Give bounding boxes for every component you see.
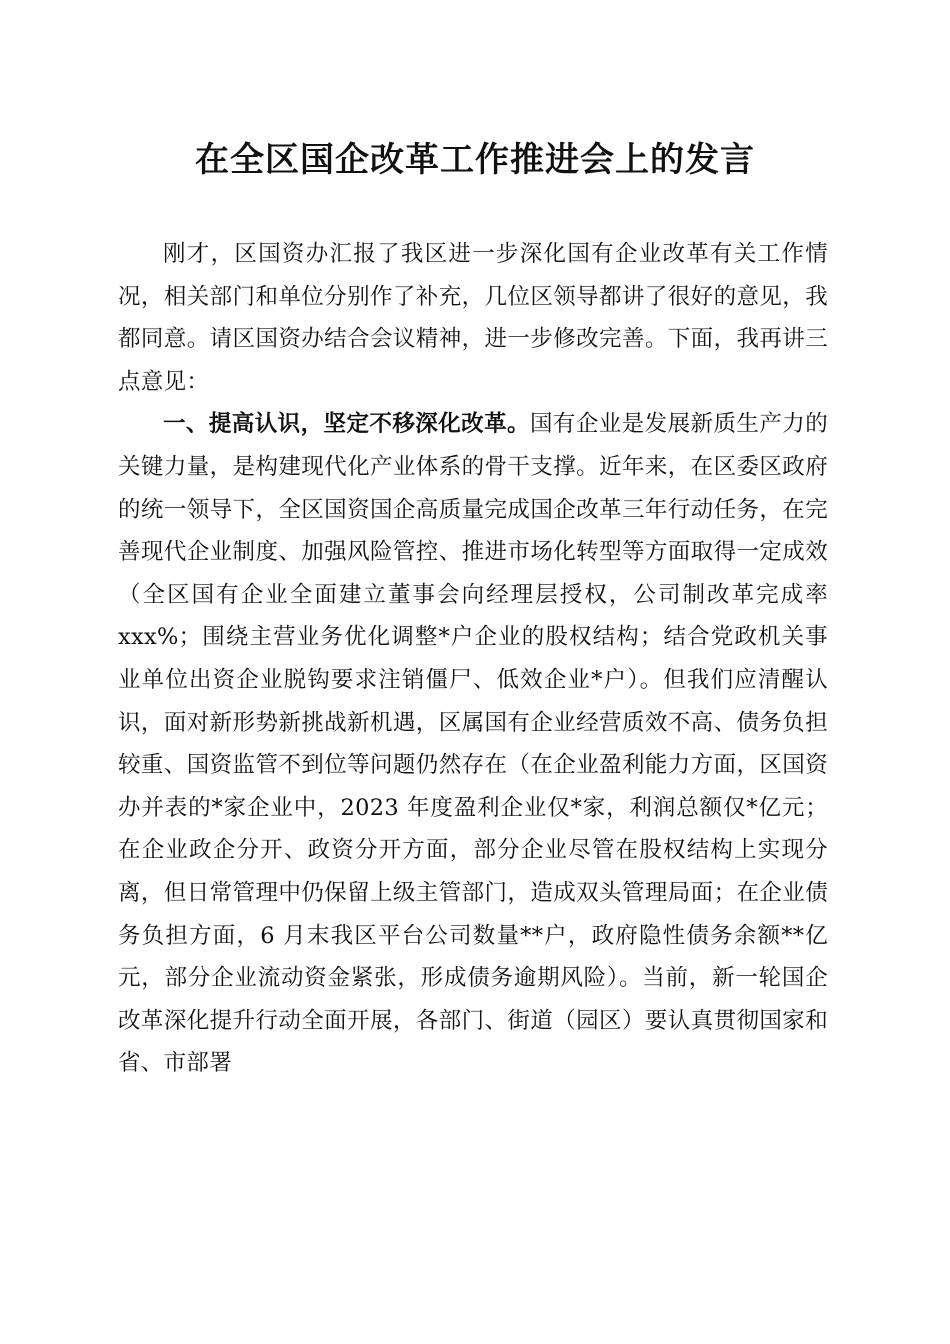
paragraph-section-one xyxy=(118,403,828,1085)
paragraph-intro-text: 刚才，区国资办汇报了我区进一步深化国有企业改革有关工作情况，相关部门和单位分别作了补充，几位区领导都讲了很好的意见，我都同意。请区国资办结合会议精神，进一步修改完善。下面，我再讲三点意见： xyxy=(118,241,828,395)
section-one-text: 国有企业是发展新质生产力的关键力量，是构建现代化产业体系的骨干支撑。近年来，在区委区政府的统一领导下，全区国资国企高质量完成国企改革三年行动任务，在完善现代企业制度、加强风险管控、推进市场化转型等方面取得一定成效（全区国有企业全面建立董事会向经理层授权，公司制改革完成率 xxx%；围绕主营业务优化调整*户企业的股权结构；结合党政机关事业单位出资企业脱钩要求注销僵尸、低效企业*户）。但我们应清醒认识，面对新形势新挑战新机遇，区属国有企业经营质效不高、债务负担较重、国资监管不到位等问题仍然存在（在企业盈利能力方面，区国资办并表的*家企业中，2023 年度盈利企业仅*家，利润总额仅*亿元；在企业政企分开、政资分开方面，部分企业尽管在股权结构上实现分离，但日常管理中仍保留上级主管部门，造成双头管理局面；在企业债务负担方面，6 月末我区平台公司数量**户，政府隐性债务余额**亿元，部分企业流动资金紧张，形成债务逾期风险）。当前，新一轮国企改革深化提升行动全面开展，各部门、街道（园区）要认真贯彻国家和省、市部署 xyxy=(118,411,828,1077)
document-body xyxy=(118,233,828,1085)
section-one-heading: 一、提高认识，坚定不移深化改革。 xyxy=(163,411,530,438)
document-title: 在全区国企改革工作推进会上的发言 xyxy=(195,140,755,180)
paragraph-intro xyxy=(118,233,828,403)
